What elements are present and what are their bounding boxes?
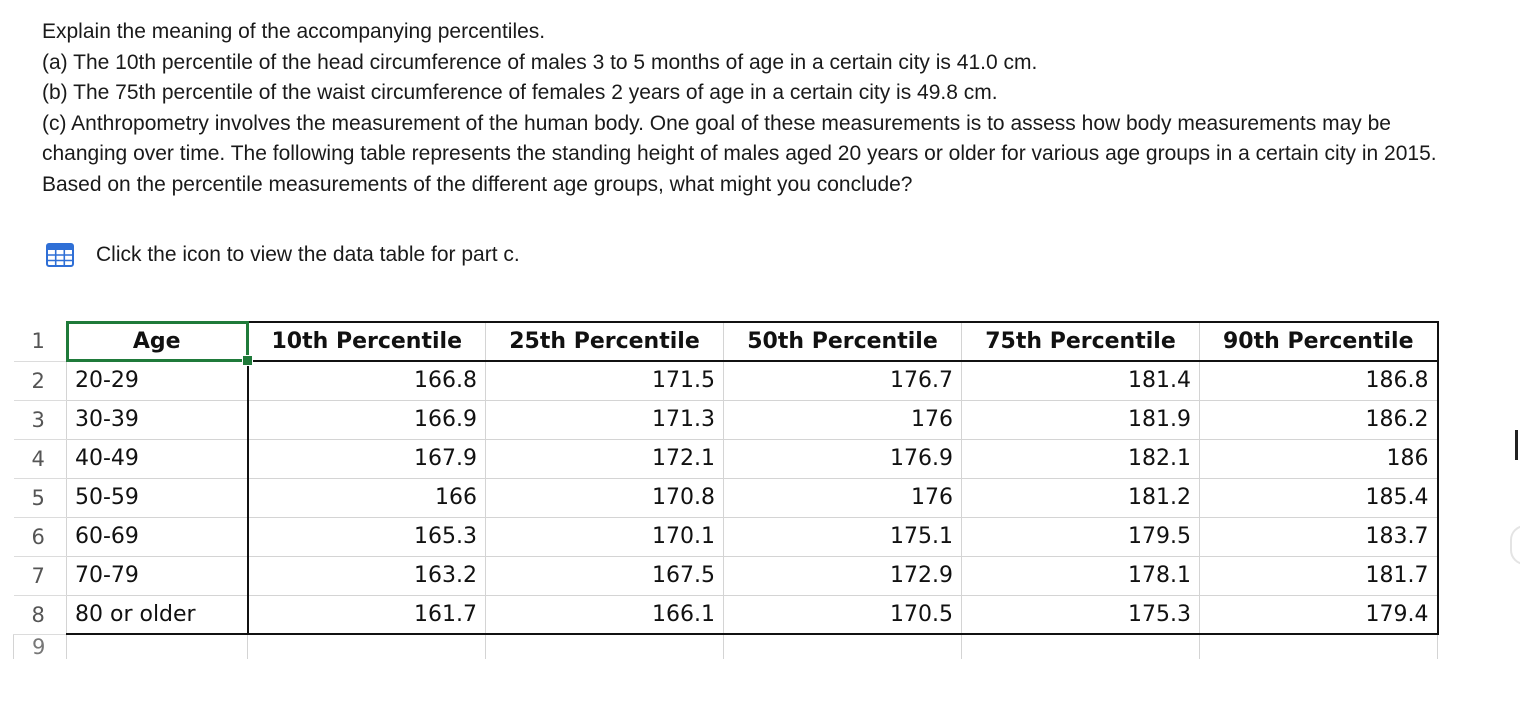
empty-cell[interactable]	[486, 634, 724, 659]
empty-cell[interactable]	[962, 634, 1200, 659]
question-part-c: (c) Anthropometry involves the measurement of the human body. One goal of these measurements is to assess how body measurements may be changing over time. The following table represents the standing height of males aged 20 years or older for various age groups in a certain city in 2015. Based on the percentile measurements of the different age groups, what might you conclude?	[42, 111, 1437, 196]
value-cell[interactable]: 179.5	[962, 517, 1200, 556]
cropped-scroll-control	[1510, 525, 1520, 565]
age-cell[interactable]: 80 or older	[67, 595, 248, 634]
table-row	[14, 517, 1438, 556]
value-cell[interactable]: 166.1	[486, 595, 724, 634]
empty-cell[interactable]	[248, 634, 486, 659]
value-cell[interactable]: 161.7	[248, 595, 486, 634]
value-cell[interactable]: 181.9	[962, 400, 1200, 439]
row-number[interactable]: 2	[14, 361, 67, 400]
value-cell[interactable]: 167.9	[248, 439, 486, 478]
age-cell[interactable]: 70-79	[67, 556, 248, 595]
value-cell[interactable]: 183.7	[1200, 517, 1438, 556]
data-table-link[interactable]	[46, 240, 520, 270]
header-cell[interactable]: 75th Percentile	[962, 322, 1200, 361]
row-number[interactable]: 4	[14, 439, 67, 478]
table-row	[14, 556, 1438, 595]
row-number[interactable]: 7	[14, 556, 67, 595]
table-row	[14, 439, 1438, 478]
value-cell[interactable]: 185.4	[1200, 478, 1438, 517]
row-number[interactable]: 3	[14, 400, 67, 439]
value-cell[interactable]: 178.1	[962, 556, 1200, 595]
header-cell[interactable]: 25th Percentile	[486, 322, 724, 361]
empty-cell[interactable]	[724, 634, 962, 659]
table-row	[14, 400, 1438, 439]
fill-handle[interactable]	[242, 355, 253, 366]
table-row	[14, 595, 1438, 634]
row-number[interactable]: 5	[14, 478, 67, 517]
question-part-a: (a) The 10th percentile of the head circumference of males 3 to 5 months of age in a certain city is 41.0 cm.	[42, 50, 1038, 74]
grid-table-icon[interactable]	[46, 243, 74, 267]
question-text	[42, 17, 1442, 200]
value-cell[interactable]: 176	[724, 400, 962, 439]
value-cell[interactable]: 176	[724, 478, 962, 517]
value-cell[interactable]: 176.9	[724, 439, 962, 478]
value-cell[interactable]: 170.1	[486, 517, 724, 556]
cropped-edge-mark	[1515, 430, 1518, 460]
table-header-row	[14, 322, 1438, 361]
row-number[interactable]: 6	[14, 517, 67, 556]
header-age-label: Age	[132, 329, 181, 354]
empty-cell[interactable]	[1200, 634, 1438, 659]
value-cell[interactable]: 163.2	[248, 556, 486, 595]
value-cell[interactable]: 175.1	[724, 517, 962, 556]
row-number[interactable]: 8	[14, 595, 67, 634]
value-cell[interactable]: 170.8	[486, 478, 724, 517]
value-cell[interactable]: 166.8	[248, 361, 486, 400]
header-cell[interactable]: 10th Percentile	[248, 322, 486, 361]
question-intro: Explain the meaning of the accompanying percentiles.	[42, 20, 546, 43]
age-cell[interactable]: 60-69	[67, 517, 248, 556]
value-cell[interactable]: 175.3	[962, 595, 1200, 634]
value-cell[interactable]: 171.5	[486, 361, 724, 400]
question-part-b: (b) The 75th percentile of the waist circumference of females 2 years of age in a certain city is 49.8 cm.	[42, 81, 998, 104]
age-cell[interactable]: 20-29	[67, 361, 248, 400]
value-cell[interactable]: 181.2	[962, 478, 1200, 517]
row-number[interactable]: 9	[14, 634, 67, 659]
value-cell[interactable]: 181.4	[962, 361, 1200, 400]
table-row	[14, 478, 1438, 517]
table-row	[14, 361, 1438, 400]
value-cell[interactable]: 166.9	[248, 400, 486, 439]
value-cell[interactable]: 186	[1200, 439, 1438, 478]
value-cell[interactable]: 166	[248, 478, 486, 517]
value-cell[interactable]: 182.1	[962, 439, 1200, 478]
value-cell[interactable]: 170.5	[724, 595, 962, 634]
value-cell[interactable]: 181.7	[1200, 556, 1438, 595]
value-cell[interactable]: 186.8	[1200, 361, 1438, 400]
value-cell[interactable]: 167.5	[486, 556, 724, 595]
value-cell[interactable]: 179.4	[1200, 595, 1438, 634]
value-cell[interactable]: 171.3	[486, 400, 724, 439]
table-row-partial	[14, 634, 1438, 659]
empty-cell[interactable]	[67, 634, 248, 659]
header-cell[interactable]: 90th Percentile	[1200, 322, 1438, 361]
age-cell[interactable]: 40-49	[67, 439, 248, 478]
value-cell[interactable]: 172.9	[724, 556, 962, 595]
data-table-link-label[interactable]: Click the icon to view the data table for part c.	[96, 243, 520, 266]
age-cell[interactable]: 30-39	[67, 400, 248, 439]
value-cell[interactable]: 165.3	[248, 517, 486, 556]
value-cell[interactable]: 186.2	[1200, 400, 1438, 439]
row-number[interactable]: 1	[14, 322, 67, 361]
age-cell[interactable]: 50-59	[67, 478, 248, 517]
spreadsheet-table	[13, 321, 1439, 659]
value-cell[interactable]: 176.7	[724, 361, 962, 400]
header-cell[interactable]: 50th Percentile	[724, 322, 962, 361]
value-cell[interactable]: 172.1	[486, 439, 724, 478]
header-age-cell[interactable]	[67, 322, 248, 361]
